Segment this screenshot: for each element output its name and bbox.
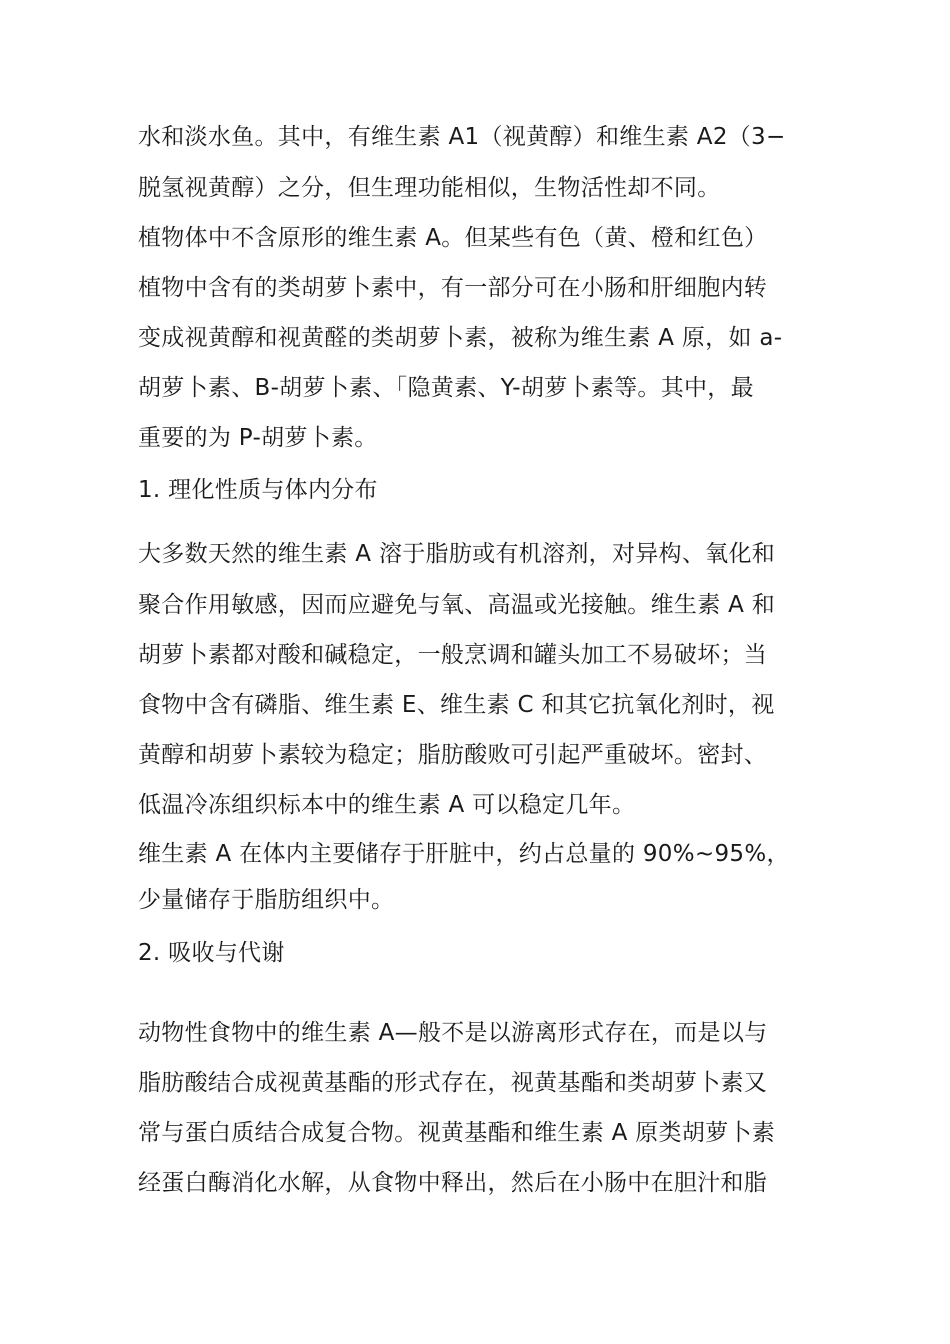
paragraph-line: 水和淡水鱼。其中，有维生素 A1（视黄醇）和维生素 A2（3− xyxy=(138,124,786,150)
paragraph-line: 植物中含有的类胡萝卜素中，有一部分可在小肠和肝细胞内转 xyxy=(138,275,768,301)
paragraph-line: 脱氢视黄醇）之分，但生理功能相似，生物活性却不同。 xyxy=(138,175,721,201)
paragraph-line: 黄醇和胡萝卜素较为稳定；脂肪酸败可引起严重破坏。密封、 xyxy=(138,742,768,768)
section-heading: 1. 理化性质与体内分布 xyxy=(138,477,378,503)
paragraph-line: 常与蛋白质结合成复合物。视黄基酯和维生素 A 原类胡萝卜素 xyxy=(138,1120,776,1146)
paragraph-line: 大多数天然的维生素 A 溶于脂肪或有机溶剂，对异构、氧化和 xyxy=(138,541,776,567)
paragraph-line: 重要的为 P-胡萝卜素。 xyxy=(138,425,378,451)
paragraph-line: 食物中含有磷脂、维生素 E、维生素 C 和其它抗氧化剂时，视 xyxy=(138,692,775,718)
paragraph-line: 聚合作用敏感，因而应避免与氧、高温或光接触。维生素 A 和 xyxy=(138,592,776,618)
paragraph-line: 动物性食物中的维生素 A—般不是以游离形式存在，而是以与 xyxy=(138,1020,768,1046)
paragraph-line: 维生素 A 在体内主要储存于肝脏中，约占总量的 90%~95%， xyxy=(138,841,790,867)
paragraph-line: 少量储存于脂肪组织中。 xyxy=(138,887,395,913)
section-heading: 2. 吸收与代谢 xyxy=(138,940,285,966)
paragraph-line: 胡萝卜素、B-胡萝卜素、「隐黄素、Y-胡萝卜素等。其中，最 xyxy=(138,375,754,401)
paragraph-line: 变成视黄醇和视黄醛的类胡萝卜素，被称为维生素 A 原，如 a- xyxy=(138,325,783,351)
paragraph-line: 植物体中不含原形的维生素 A。但某些有色（黄、橙和红色） xyxy=(138,225,768,251)
paragraph-line: 经蛋白酶消化水解，从食物中释出，然后在小肠中在胆汁和脂 xyxy=(138,1170,768,1196)
paragraph-line: 胡萝卜素都对酸和碱稳定，一般烹调和罐头加工不易破坏；当 xyxy=(138,642,768,668)
paragraph-line: 低温冷冻组织标本中的维生素 A 可以稳定几年。 xyxy=(138,792,636,818)
paragraph-line: 脂肪酸结合成视黄基酯的形式存在，视黄基酯和类胡萝卜素又 xyxy=(138,1070,768,1096)
